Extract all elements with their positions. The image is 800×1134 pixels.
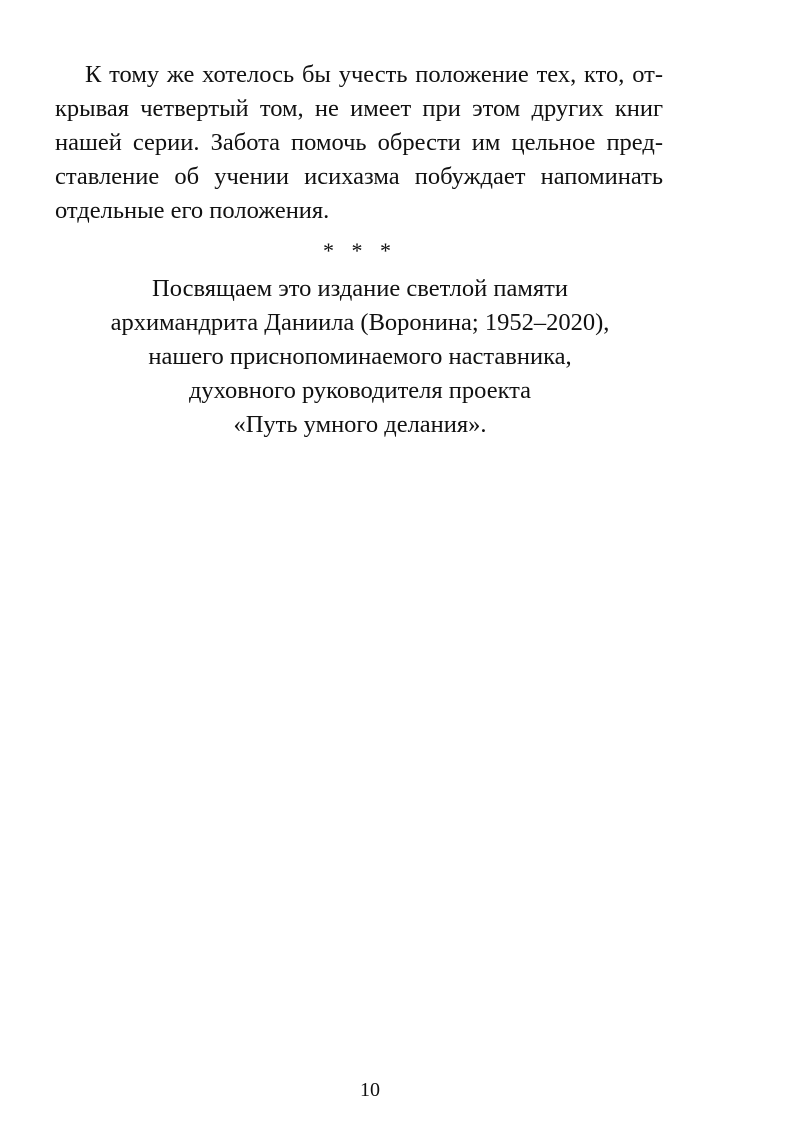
section-separator: * * *: [323, 238, 397, 263]
dedication-block: [0, 272, 720, 442]
body-paragraph: [55, 58, 663, 228]
dedication-line: нашего приснопоминаемого наставника,: [148, 343, 572, 370]
paragraph-line: нашей серии. Забота помочь обрести им цельное пред-: [55, 129, 663, 156]
paragraph-line: ставление об учении исихазма побуждает напоминать: [55, 163, 663, 190]
dedication-line: «Путь умного делания».: [233, 411, 487, 438]
dedication-line: Посвящаем это издание светлой памяти: [152, 275, 568, 302]
paragraph-line: К тому же хотелось бы учесть положение тех, кто, от-: [85, 61, 663, 88]
paragraph-line: отдельные его положения.: [55, 197, 330, 224]
page-number: 10: [360, 1079, 380, 1101]
dedication-line: духовного руководителя проекта: [188, 377, 532, 404]
dedication-line: архимандрита Даниила (Воронина; 1952–2020),: [110, 309, 610, 336]
paragraph-line: крывая четвертый том, не имеет при этом других книг: [55, 95, 663, 122]
